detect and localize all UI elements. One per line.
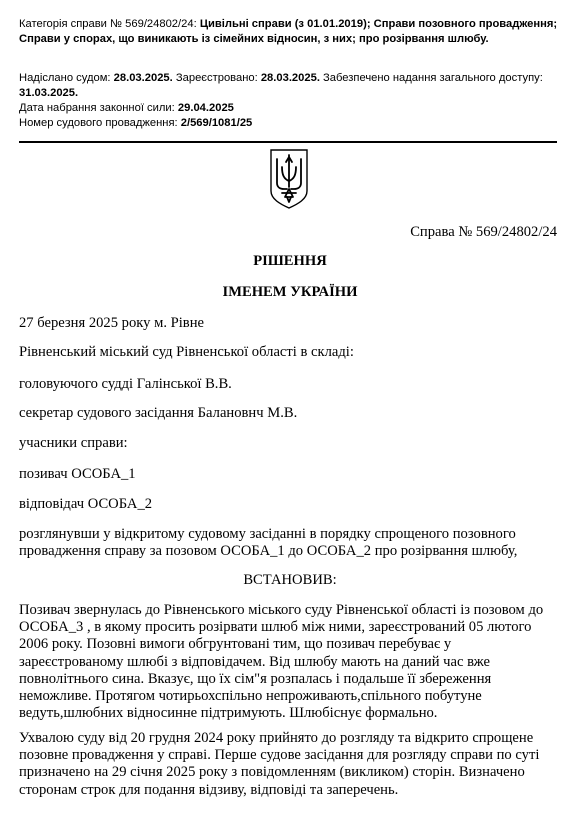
case-category [19, 17, 559, 47]
paragraph-1: Позивач звернулась до Рівненського міського суду Рівненської області із позовом до ОСОБА_3 , в якому просить розірвати шлюб між ними, зареєстрований 05 лютого 2006 року. Позовні вимоги обгрунтовані тим, що позивач перебуває у зареєстрованому шлюбі з відповідачем. Від шлюбу мають на даний час вже повнолітнього сина. Вказує, що їх сім"я розпалась і подальше її збереження неможливе. Протягом чотирьохспільно непроживають,спільного побутуне ведуть,шлюбних відносинне підтримують. Шлюбіснує формально. [19, 602, 544, 722]
proceeding-number [19, 116, 559, 131]
sent-label: Надіслано судом: [19, 72, 111, 84]
force-date [19, 101, 559, 116]
participants-label: учасники справи: [19, 435, 128, 451]
court-secretary: секретар судового засідання Балановнч М.В. [19, 405, 298, 421]
access-label: Забезпечено надання загального доступу: [323, 72, 543, 84]
registered-value: 28.03.2025. [260, 72, 320, 84]
document-subtitle: ІМЕНЕМ УКРАЇНИ [222, 284, 358, 300]
date-place: 27 березня 2025 року м. Рівне [19, 315, 204, 331]
considered-paragraph: розглянувши у відкритому судовому засіданні в порядку спрощеного позовного провадження справу за позовом ОСОБА_1 до ОСОБА_2 про розірвання шлюбу, [19, 526, 518, 560]
header-divider [19, 141, 557, 143]
defendant: відповідач ОСОБА_2 [19, 496, 153, 512]
access-value: 31.03.2025. [19, 87, 79, 99]
registered-label: Зареєстровано: [175, 72, 258, 84]
plaintiff: позивач ОСОБА_1 [19, 466, 136, 482]
presiding-judge: головуючого судді Галінської В.В. [19, 376, 232, 392]
force-value: 29.04.2025 [177, 102, 234, 114]
court-composition: Рівненський міський суд Рівненської області в складі: [19, 344, 354, 360]
document-title: РІШЕННЯ [253, 253, 327, 269]
case-category-label: Категорія справи № 569/24802/24: [19, 18, 197, 30]
case-number: Справа № 569/24802/24 [410, 224, 557, 240]
paragraph-2: Ухвалою суду від 20 грудня 2024 року прийнято до розгляду та відкрито спрощене позовне провадження у справі. Перше судове засідання для розгляду справи по суті призначено на 29 січня 2025 року з повідомленням (викликом) сторін. Визначено сторонам строк для подання відзиву, відповіді та заперечень. [19, 730, 540, 798]
proceeding-value: 2/569/1081/25 [180, 117, 253, 129]
sent-value: 28.03.2025. [113, 72, 173, 84]
trident-emblem-icon [268, 147, 310, 209]
established-heading: ВСТАНОВИВ: [243, 572, 337, 588]
proceeding-label: Номер судового провадження: [19, 117, 178, 129]
force-label: Дата набрання законної сили: [19, 102, 175, 114]
case-dates [19, 71, 559, 101]
case-category-value: Цивільні справи (з 01.01.2019); Справи позовного провадження; Справи у спорах, що виникають із сімейних відносин, з них; про розірвання шлюбу. [19, 18, 558, 45]
